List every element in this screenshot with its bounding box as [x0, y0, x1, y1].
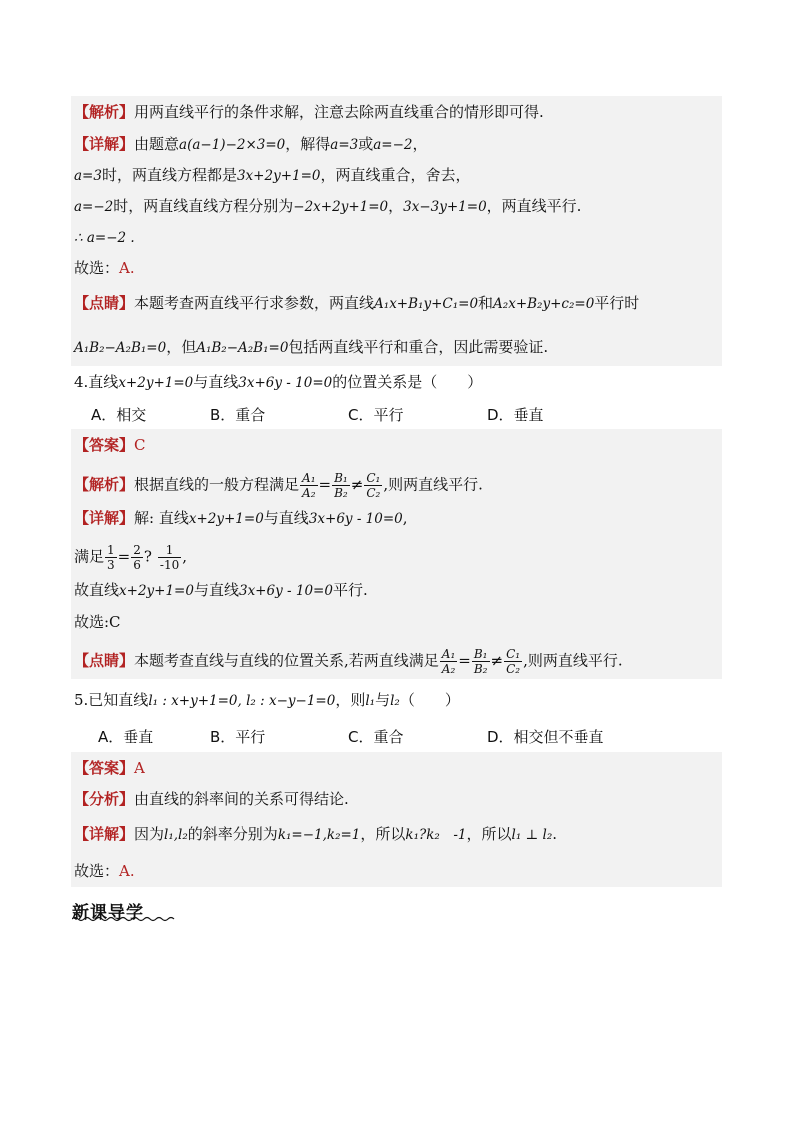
detail-text: ，解得 [285, 135, 331, 153]
analysis-tag: 【分析】 [74, 790, 135, 808]
satisfy-text: 满足 [74, 547, 105, 566]
question-text: 的位置关系是（ ） [332, 373, 483, 391]
equation: k₁=−1,k₂=1 [277, 827, 361, 843]
satisfy-line [74, 543, 187, 572]
comment-text: 本题考查直线与直线的位置关系,若两直线满足 [134, 651, 439, 670]
punctuation: . [552, 825, 558, 843]
equation: l₁ [365, 693, 376, 709]
answer-tag: 【答案】 [74, 759, 135, 777]
equation: ∴ a=−2 . [74, 230, 135, 246]
question-4-stem [74, 372, 482, 393]
detail-text: 与直线 [263, 509, 309, 527]
equation: a=3 [330, 137, 359, 153]
equation: A₁B₂−A₂B₁=0 [196, 340, 289, 356]
detail-line [74, 508, 408, 529]
option-b: B．重合 [210, 406, 266, 424]
equation: A₂x+B₂y+c₂=0 [493, 296, 595, 312]
answer-tag: 【答案】 [74, 436, 135, 454]
not-equal-sign: ≠ [350, 475, 364, 494]
comment-line [74, 647, 623, 676]
question-text: （ ） [399, 691, 460, 709]
detail-line-2 [74, 165, 471, 186]
equation: 3x+2y+1=0 [236, 168, 321, 184]
fraction-2: $\frac{2}{6}$ [133, 543, 141, 572]
detail-line-4 [74, 227, 135, 248]
detail-line [74, 824, 557, 845]
detail-text: 解: 直线 [134, 509, 189, 527]
question-text: 与直线 [193, 373, 239, 391]
detail-text: 因为 [134, 825, 165, 843]
equation: 3x−3y+1=0 [403, 199, 487, 215]
detail-text: ，所以 [466, 825, 512, 843]
equation: 3x+6y - 10=0 [308, 511, 403, 527]
conclusion-text: 与直线 [193, 581, 239, 599]
question-number: 5.已知直线 [74, 691, 149, 709]
relation-symbol: ? [143, 547, 152, 566]
fraction-a: $\frac{\text{A₁}}{\text{A₂}}$ [441, 647, 456, 676]
equation: l₁,l₂ [164, 827, 188, 843]
equation: k₁?k₂ -1 [405, 827, 467, 843]
fraction-c: $\frac{\text{C₁}}{\text{C₂}}$ [506, 647, 521, 676]
choice-prefix: 故选： [74, 862, 120, 880]
fraction-a: $\frac{\text{A₁}}{\text{A₂}}$ [302, 471, 316, 500]
fraction-b: $\frac{\text{B₁}}{\text{B₂}}$ [334, 471, 348, 500]
detail-text: 的斜率分别为 [187, 825, 278, 843]
detail-text: ，两直线平行. [486, 197, 582, 215]
comment-text: 本题考查两直线平行求参数，两直线 [134, 294, 375, 312]
detail-text: 时，两直线直线方程分别为 [113, 197, 294, 215]
equals-sign: = [458, 651, 471, 670]
analysis-tag: 【解析】 [74, 475, 135, 494]
analysis-line [74, 102, 544, 122]
comment-text: ，但 [166, 338, 197, 356]
detail-text: 或 [358, 135, 374, 153]
choice-line [74, 612, 121, 632]
fraction-c: $\frac{\text{C₁}}{\text{C₂}}$ [366, 471, 381, 500]
option-a: A．相交 [91, 406, 147, 424]
analysis-tag: 【解析】 [74, 103, 135, 121]
analysis-text: ,则两直线平行. [383, 475, 483, 494]
equation: l₁ ⊥ l₂ [511, 827, 553, 843]
equation: x+2y+1=0 [118, 375, 194, 391]
analysis-line [74, 789, 349, 809]
section-heading: 新课导学 [72, 903, 144, 923]
option-c: C．平行 [348, 406, 404, 424]
choice-text: 故选:C [74, 613, 121, 631]
option-b: B．平行 [210, 728, 266, 746]
choice-line [74, 861, 135, 881]
answer-line [74, 435, 146, 455]
fraction-b: $\frac{\text{B₁}}{\text{B₂}}$ [473, 647, 488, 676]
conclusion-text: 故直线 [74, 581, 120, 599]
answer-value: C [134, 436, 146, 454]
detail-text: 时，两直线方程都是 [101, 166, 237, 184]
option-d: D．相交但不垂直 [487, 728, 604, 746]
comment-text: 平行时 [594, 294, 640, 312]
choice-prefix: 故选： [74, 259, 120, 277]
equation: 3x+6y - 10=0 [238, 375, 333, 391]
comment-line-2 [74, 337, 548, 358]
detail-tag: 【详解】 [74, 509, 135, 527]
detail-text: ，两直线重合，舍去， [320, 166, 471, 184]
option-c: C．重合 [348, 728, 404, 746]
equation: A₁B₂−A₂B₁=0 [74, 340, 167, 356]
solution-block-5 [71, 752, 722, 887]
question-5-stem [74, 690, 460, 711]
equation: a=−2 [373, 137, 413, 153]
equation: 3x+6y - 10=0 [238, 583, 333, 599]
option-d: D．垂直 [487, 406, 544, 424]
so-line [74, 580, 368, 601]
equation: x+2y+1=0 [188, 511, 264, 527]
detail-text: ， [412, 135, 428, 153]
analysis-text: 由直线的斜率间的关系可得结论. [134, 790, 349, 808]
comment-text: 和 [478, 294, 494, 312]
analysis-line [74, 471, 483, 500]
choice-line [74, 258, 135, 278]
question-text: ，则 [335, 691, 366, 709]
detail-text: ，所以 [360, 825, 406, 843]
not-equal-sign: ≠ [490, 651, 504, 670]
analysis-text: 根据直线的一般方程满足 [134, 475, 300, 494]
equation: l₂ [390, 693, 400, 709]
comment-tag: 【点睛】 [74, 651, 135, 670]
detail-tag: 【详解】 [74, 135, 135, 153]
detail-text: 由题意 [134, 135, 180, 153]
detail-tag: 【详解】 [74, 825, 135, 843]
detail-text: ， [388, 197, 404, 215]
comment-text: ,则两直线平行. [523, 651, 623, 670]
detail-line-1 [74, 134, 428, 155]
equation: −2x+2y+1=0 [293, 199, 389, 215]
question-number: 4.直线 [74, 373, 119, 391]
comment-tag: 【点睛】 [74, 294, 135, 312]
equation: a=−2 [74, 199, 114, 215]
fraction-3: $\frac{1}{-10}$ [159, 543, 180, 572]
equation: l₁ : x+y+1=0, l₂ : x−y−1=0 [148, 693, 336, 709]
equals-sign: = [117, 547, 131, 566]
equals-sign: = [318, 475, 332, 494]
punctuation: , [182, 547, 188, 566]
equation: A₁x+B₁y+C₁=0 [374, 296, 479, 312]
equation: x+2y+1=0 [119, 583, 194, 599]
detail-line-3 [74, 196, 581, 217]
choice-answer: A. [119, 862, 135, 880]
fraction-1: $\frac{1}{3}$ [107, 543, 115, 572]
wavy-underline [72, 916, 176, 924]
option-a: A．垂直 [98, 728, 154, 746]
question-text: 与 [375, 691, 391, 709]
equation: a=3 [74, 168, 102, 184]
comment-line-1 [74, 293, 639, 314]
comment-text: 包括两直线平行和重合，因此需要验证. [288, 338, 549, 356]
answer-value: A [134, 759, 145, 777]
equation: a(a−1)−2×3=0 [179, 137, 286, 153]
detail-text: , [402, 509, 408, 527]
analysis-text: 用两直线平行的条件求解，注意去除两直线重合的情形即可得. [134, 103, 544, 121]
conclusion-text: 平行. [332, 581, 368, 599]
answer-line [74, 758, 145, 778]
choice-answer: A. [119, 259, 135, 277]
